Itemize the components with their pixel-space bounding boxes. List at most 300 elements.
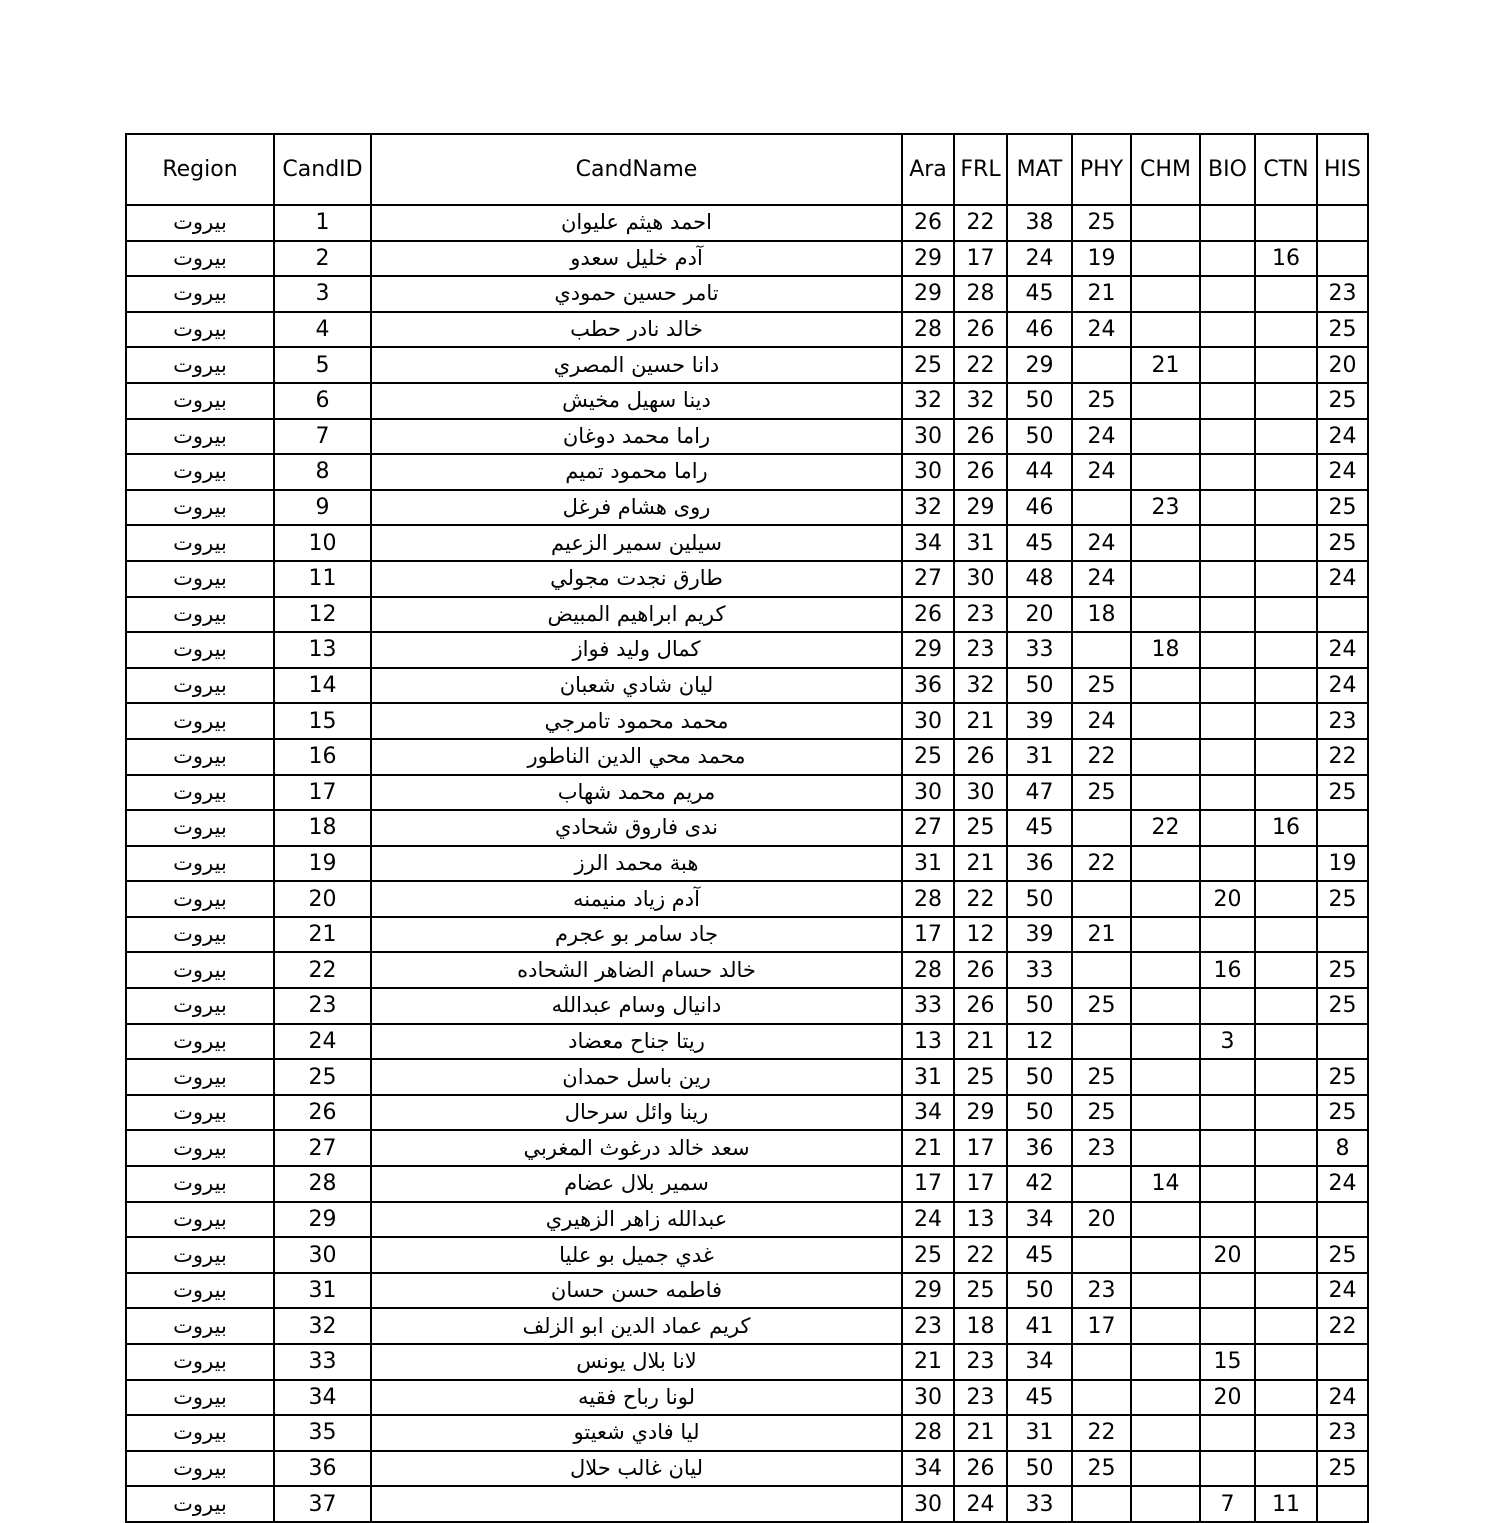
cell-ctn [1255,1202,1317,1238]
cell-ctn [1255,419,1317,455]
cell-cand-id: 14 [274,668,371,704]
cell-bio: 16 [1200,952,1255,988]
cell-cand-name: خالد نادر حطب [371,312,902,348]
cell-cand-id: 28 [274,1166,371,1202]
cell-region: بيروت [126,1344,274,1380]
cell-region: بيروت [126,881,274,917]
cell-ctn [1255,1415,1317,1451]
cell-cand-name: رينا وائل سرحال [371,1095,902,1131]
cell-phy [1072,490,1131,526]
cell-mat: 50 [1007,419,1072,455]
cell-his [1317,241,1368,277]
table-row [126,276,1368,312]
cell-ara: 30 [902,419,954,455]
cell-his [1317,917,1368,953]
cell-cand-id: 36 [274,1451,371,1487]
cell-cand-id: 7 [274,419,371,455]
header-ctn: CTN [1255,134,1317,205]
cell-his: 24 [1317,1380,1368,1416]
cell-bio [1200,490,1255,526]
cell-cand-id: 37 [274,1486,371,1522]
cell-ctn: 11 [1255,1486,1317,1522]
cell-region: بيروت [126,1237,274,1273]
cell-chm [1131,1202,1200,1238]
cell-chm [1131,988,1200,1024]
cell-mat: 31 [1007,739,1072,775]
cell-ara: 27 [902,561,954,597]
cell-cand-name: جاد سامر بو عجرم [371,917,902,953]
cell-cand-id: 27 [274,1130,371,1166]
cell-phy [1072,810,1131,846]
cell-bio: 20 [1200,881,1255,917]
cell-frl: 26 [954,454,1007,490]
cell-mat: 45 [1007,276,1072,312]
cell-mat: 50 [1007,1059,1072,1095]
cell-mat: 50 [1007,881,1072,917]
cell-ctn [1255,846,1317,882]
cell-region: بيروت [126,1380,274,1416]
cell-phy [1072,632,1131,668]
cell-region: بيروت [126,383,274,419]
cell-mat: 39 [1007,703,1072,739]
cell-ara: 26 [902,597,954,633]
cell-his: 23 [1317,276,1368,312]
cell-frl: 24 [954,1486,1007,1522]
cell-region: بيروت [126,703,274,739]
cell-ara: 25 [902,347,954,383]
cell-ara: 25 [902,739,954,775]
cell-region: بيروت [126,952,274,988]
cell-frl: 18 [954,1308,1007,1344]
cell-phy: 25 [1072,668,1131,704]
cell-mat: 29 [1007,347,1072,383]
cell-chm: 18 [1131,632,1200,668]
cell-bio [1200,846,1255,882]
cell-region: بيروت [126,1059,274,1095]
cell-ara: 31 [902,846,954,882]
cell-mat: 50 [1007,988,1072,1024]
cell-chm [1131,383,1200,419]
cell-ara: 28 [902,1415,954,1451]
cell-cand-name: ليان غالب حلال [371,1451,902,1487]
cell-chm [1131,1024,1200,1060]
cell-his [1317,810,1368,846]
cell-phy: 21 [1072,276,1131,312]
cell-phy: 25 [1072,383,1131,419]
cell-his: 23 [1317,703,1368,739]
header-frl: FRL [954,134,1007,205]
cell-bio [1200,1273,1255,1309]
cell-region: بيروت [126,1202,274,1238]
cell-phy: 25 [1072,1095,1131,1131]
table-row [126,1273,1368,1309]
cell-phy: 25 [1072,775,1131,811]
table-row [126,1237,1368,1273]
cell-ctn [1255,703,1317,739]
cell-phy: 24 [1072,703,1131,739]
cell-cand-name: هبة محمد الرز [371,846,902,882]
cell-frl: 25 [954,810,1007,846]
cell-frl: 26 [954,312,1007,348]
cell-phy [1072,1486,1131,1522]
cell-his: 25 [1317,988,1368,1024]
cell-mat: 46 [1007,312,1072,348]
cell-mat: 45 [1007,1237,1072,1273]
cell-chm: 14 [1131,1166,1200,1202]
cell-ctn [1255,952,1317,988]
cell-frl: 22 [954,1237,1007,1273]
cell-chm [1131,597,1200,633]
cell-region: بيروت [126,1130,274,1166]
cell-mat: 33 [1007,632,1072,668]
table-row [126,347,1368,383]
cell-frl: 23 [954,632,1007,668]
cell-region: بيروت [126,775,274,811]
cell-bio [1200,597,1255,633]
cell-ara: 24 [902,1202,954,1238]
cell-chm [1131,881,1200,917]
cell-frl: 21 [954,1024,1007,1060]
cell-ctn [1255,988,1317,1024]
cell-cand-id: 5 [274,347,371,383]
table-row [126,1202,1368,1238]
cell-phy [1072,1380,1131,1416]
cell-cand-id: 17 [274,775,371,811]
cell-his: 25 [1317,1059,1368,1095]
cell-chm [1131,312,1200,348]
cell-region: بيروت [126,1451,274,1487]
cell-cand-id: 33 [274,1344,371,1380]
cell-his: 24 [1317,454,1368,490]
cell-ctn [1255,775,1317,811]
cell-mat: 44 [1007,454,1072,490]
cell-bio [1200,739,1255,775]
cell-phy: 25 [1072,1059,1131,1095]
cell-cand-name: ريتا جناح معضاد [371,1024,902,1060]
table-row [126,419,1368,455]
cell-bio [1200,1095,1255,1131]
cell-ctn [1255,276,1317,312]
cell-ara: 31 [902,1059,954,1095]
cell-ara: 34 [902,525,954,561]
table-row [126,810,1368,846]
table-row [126,1486,1368,1522]
cell-region: بيروت [126,1095,274,1131]
cell-chm [1131,205,1200,241]
cell-mat: 33 [1007,1486,1072,1522]
cell-cand-name: لونا رباح فقيه [371,1380,902,1416]
cell-his: 25 [1317,952,1368,988]
cell-cand-name: راما محمد دوغان [371,419,902,455]
cell-region: بيروت [126,1166,274,1202]
cell-region: بيروت [126,347,274,383]
cell-frl: 22 [954,205,1007,241]
cell-bio [1200,1202,1255,1238]
table-row [126,632,1368,668]
cell-his [1317,597,1368,633]
cell-bio: 7 [1200,1486,1255,1522]
cell-bio [1200,668,1255,704]
cell-region: بيروت [126,988,274,1024]
cell-cand-name [371,1486,902,1522]
cell-chm [1131,525,1200,561]
cell-region: بيروت [126,1486,274,1522]
cell-cand-name: راما محمود تميم [371,454,902,490]
cell-ara: 28 [902,312,954,348]
cell-his [1317,205,1368,241]
cell-ara: 30 [902,1486,954,1522]
cell-his: 24 [1317,1273,1368,1309]
table-row [126,312,1368,348]
header-his: HIS [1317,134,1368,205]
cell-cand-id: 34 [274,1380,371,1416]
cell-ara: 13 [902,1024,954,1060]
cell-ctn [1255,739,1317,775]
cell-his [1317,1202,1368,1238]
table-row [126,1380,1368,1416]
cell-phy: 19 [1072,241,1131,277]
cell-ctn [1255,454,1317,490]
cell-frl: 17 [954,1166,1007,1202]
cell-bio [1200,1059,1255,1095]
table-row [126,1095,1368,1131]
table-row [126,1308,1368,1344]
cell-his: 24 [1317,419,1368,455]
table-row [126,1166,1368,1202]
cell-ctn [1255,632,1317,668]
cell-bio [1200,810,1255,846]
cell-cand-id: 35 [274,1415,371,1451]
cell-phy: 23 [1072,1273,1131,1309]
cell-his: 22 [1317,1308,1368,1344]
cell-cand-name: آدم خليل سعدو [371,241,902,277]
cell-frl: 23 [954,1344,1007,1380]
cell-cand-name: دانيال وسام عبدالله [371,988,902,1024]
cell-mat: 20 [1007,597,1072,633]
header-cand-id: CandID [274,134,371,205]
cell-mat: 12 [1007,1024,1072,1060]
cell-ara: 25 [902,1237,954,1273]
cell-cand-name: سيلين سمير الزعيم [371,525,902,561]
cell-chm: 21 [1131,347,1200,383]
cell-cand-id: 18 [274,810,371,846]
cell-frl: 21 [954,1415,1007,1451]
cell-cand-name: ليان شادي شعبان [371,668,902,704]
cell-frl: 21 [954,703,1007,739]
cell-frl: 26 [954,419,1007,455]
cell-frl: 21 [954,846,1007,882]
cell-bio [1200,419,1255,455]
cell-ctn [1255,205,1317,241]
cell-mat: 46 [1007,490,1072,526]
cell-chm [1131,952,1200,988]
cell-phy: 18 [1072,597,1131,633]
table-row [126,525,1368,561]
cell-ctn [1255,312,1317,348]
cell-frl: 22 [954,881,1007,917]
table-row [126,881,1368,917]
cell-chm [1131,1130,1200,1166]
cell-cand-id: 21 [274,917,371,953]
cell-cand-name: تامر حسين حمودي [371,276,902,312]
cell-cand-id: 6 [274,383,371,419]
cell-region: بيروت [126,846,274,882]
cell-mat: 45 [1007,1380,1072,1416]
cell-chm [1131,1451,1200,1487]
cell-ara: 30 [902,1380,954,1416]
cell-his: 24 [1317,561,1368,597]
cell-region: بيروت [126,454,274,490]
cell-bio [1200,1451,1255,1487]
cell-frl: 25 [954,1273,1007,1309]
header-bio: BIO [1200,134,1255,205]
cell-frl: 26 [954,988,1007,1024]
cell-region: بيروت [126,241,274,277]
cell-ctn [1255,1166,1317,1202]
cell-cand-id: 19 [274,846,371,882]
cell-bio [1200,632,1255,668]
cell-bio [1200,1166,1255,1202]
cell-chm [1131,668,1200,704]
cell-ara: 29 [902,632,954,668]
cell-ara: 23 [902,1308,954,1344]
cell-cand-name: دانا حسين المصري [371,347,902,383]
cell-mat: 39 [1007,917,1072,953]
cell-phy [1072,347,1131,383]
cell-ara: 21 [902,1130,954,1166]
cell-ctn: 16 [1255,810,1317,846]
cell-frl: 26 [954,739,1007,775]
cell-cand-id: 32 [274,1308,371,1344]
cell-frl: 23 [954,1380,1007,1416]
cell-his: 24 [1317,668,1368,704]
cell-ctn [1255,1344,1317,1380]
cell-chm [1131,419,1200,455]
cell-region: بيروت [126,668,274,704]
cell-ctn [1255,597,1317,633]
cell-cand-name: ليا فادي شعيتو [371,1415,902,1451]
cell-phy: 25 [1072,205,1131,241]
cell-his: 25 [1317,490,1368,526]
cell-bio [1200,917,1255,953]
header-phy: PHY [1072,134,1131,205]
cell-phy [1072,1237,1131,1273]
cell-chm [1131,1344,1200,1380]
cell-frl: 32 [954,383,1007,419]
cell-ara: 30 [902,454,954,490]
cell-mat: 38 [1007,205,1072,241]
cell-cand-id: 9 [274,490,371,526]
cell-his: 8 [1317,1130,1368,1166]
cell-ara: 34 [902,1095,954,1131]
table-row [126,1415,1368,1451]
cell-ara: 29 [902,241,954,277]
cell-phy [1072,1166,1131,1202]
cell-bio [1200,525,1255,561]
cell-mat: 36 [1007,1130,1072,1166]
cell-region: بيروت [126,525,274,561]
cell-cand-name: دينا سهيل مخيش [371,383,902,419]
cell-mat: 31 [1007,1415,1072,1451]
cell-ara: 34 [902,1451,954,1487]
cell-region: بيروت [126,276,274,312]
cell-ctn [1255,917,1317,953]
cell-his: 25 [1317,1451,1368,1487]
table-row [126,1130,1368,1166]
cell-bio [1200,561,1255,597]
cell-phy: 21 [1072,917,1131,953]
table-row [126,205,1368,241]
table-row [126,561,1368,597]
cell-region: بيروت [126,810,274,846]
cell-cand-id: 10 [274,525,371,561]
cell-frl: 23 [954,597,1007,633]
cell-bio: 3 [1200,1024,1255,1060]
cell-cand-name: محمد محي الدين الناطور [371,739,902,775]
cell-frl: 17 [954,1130,1007,1166]
cell-mat: 50 [1007,383,1072,419]
cell-frl: 12 [954,917,1007,953]
cell-ctn [1255,1451,1317,1487]
cell-frl: 22 [954,347,1007,383]
cell-phy [1072,1344,1131,1380]
cell-bio [1200,1130,1255,1166]
cell-phy [1072,952,1131,988]
cell-ara: 33 [902,988,954,1024]
cell-mat: 50 [1007,1273,1072,1309]
cell-bio [1200,703,1255,739]
cell-ctn [1255,1273,1317,1309]
cell-his: 25 [1317,881,1368,917]
cell-ctn: 16 [1255,241,1317,277]
cell-ctn [1255,561,1317,597]
cell-cand-id: 13 [274,632,371,668]
cell-ara: 30 [902,775,954,811]
cell-region: بيروت [126,632,274,668]
cell-phy: 24 [1072,525,1131,561]
cell-his [1317,1024,1368,1060]
cell-phy: 22 [1072,739,1131,775]
cell-cand-name: فاطمه حسن حسان [371,1273,902,1309]
header-ara: Ara [902,134,954,205]
cell-cand-name: آدم زياد منيمنه [371,881,902,917]
cell-cand-id: 20 [274,881,371,917]
cell-mat: 45 [1007,810,1072,846]
cell-ara: 26 [902,205,954,241]
table-row [126,241,1368,277]
cell-region: بيروت [126,561,274,597]
cell-cand-name: محمد محمود تامرجي [371,703,902,739]
cell-ctn [1255,1024,1317,1060]
cell-cand-id: 23 [274,988,371,1024]
cell-cand-id: 4 [274,312,371,348]
cell-ara: 32 [902,383,954,419]
cell-his [1317,1486,1368,1522]
cell-ara: 21 [902,1344,954,1380]
cell-ara: 28 [902,952,954,988]
cell-bio: 20 [1200,1380,1255,1416]
cell-cand-name: سعد خالد درغوث المغربي [371,1130,902,1166]
cell-bio [1200,347,1255,383]
cell-cand-name: لانا بلال يونس [371,1344,902,1380]
cell-chm [1131,739,1200,775]
header-region: Region [126,134,274,205]
cell-cand-id: 3 [274,276,371,312]
table-row [126,952,1368,988]
table-row [126,739,1368,775]
cell-ctn [1255,668,1317,704]
table-row [126,1059,1368,1095]
